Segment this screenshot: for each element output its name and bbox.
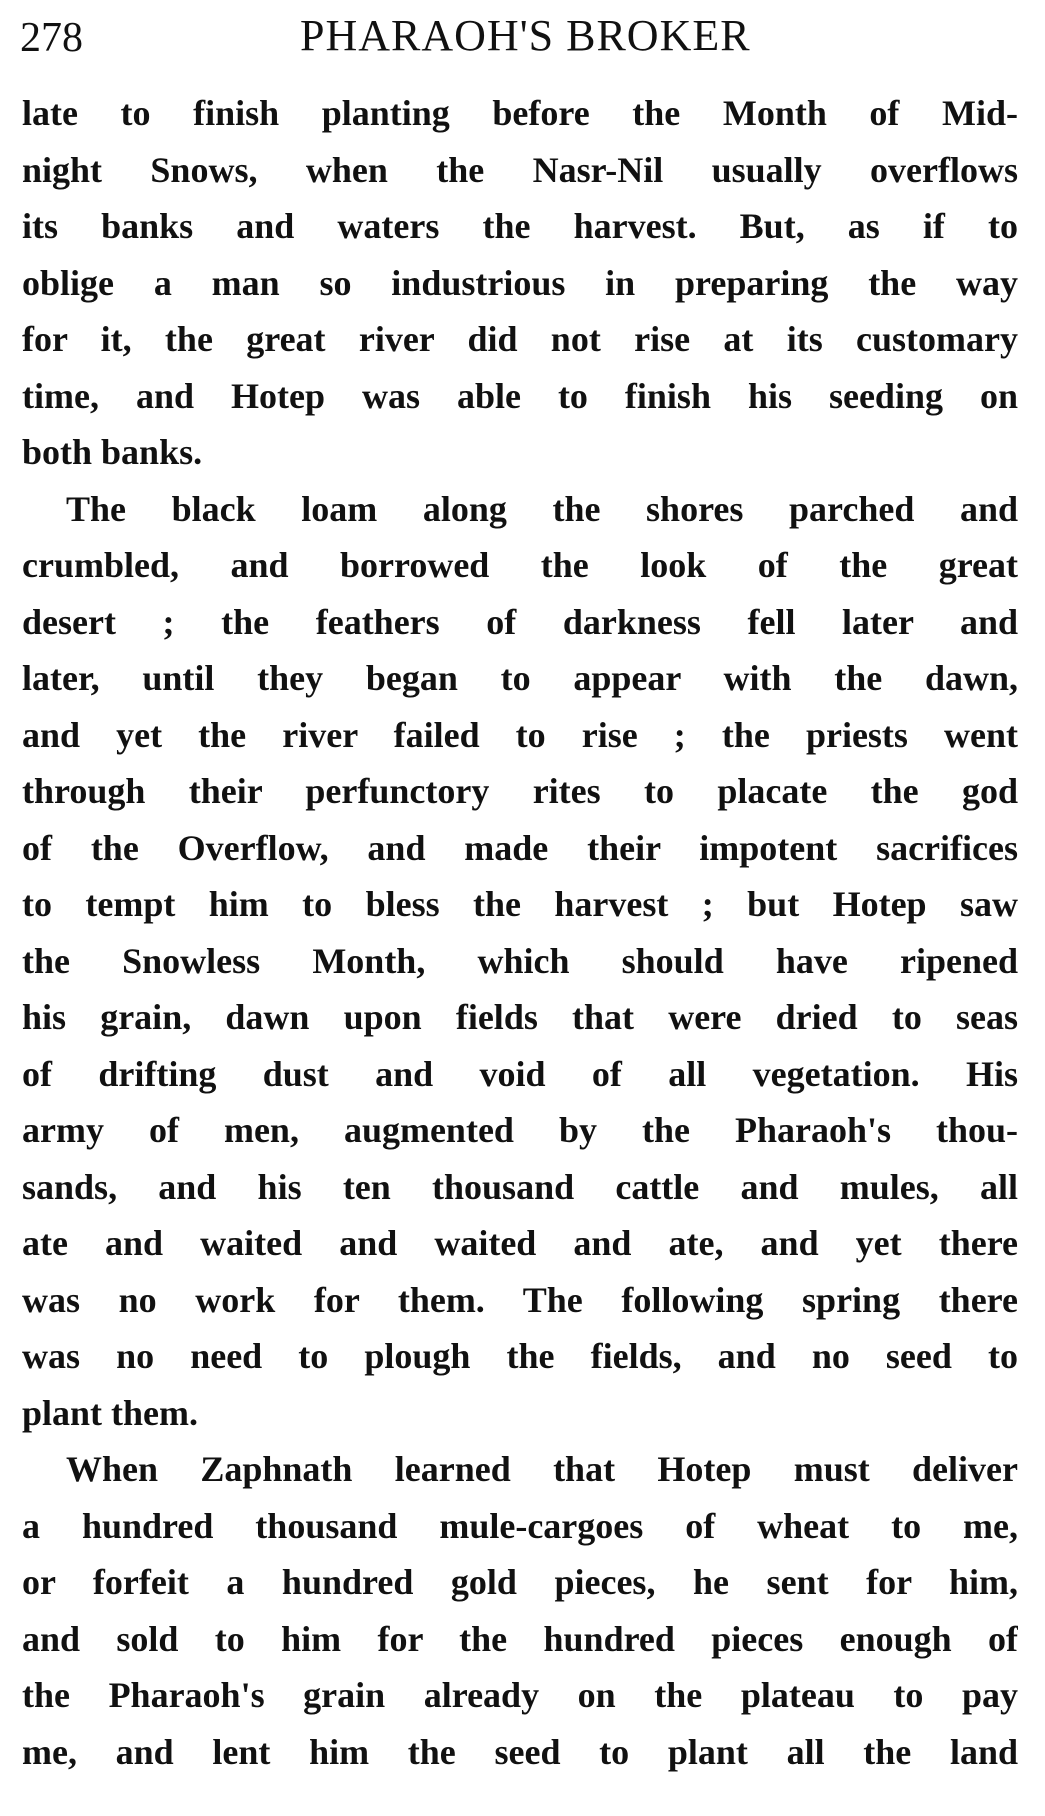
page-number: 278: [20, 15, 83, 61]
paragraph: [22, 1441, 1018, 1780]
text-line: time, and Hotep was able to finish his seeding on: [22, 375, 1018, 416]
text-line: me, and lent him the seed to plant all the land: [22, 1731, 1018, 1772]
text-line: late to finish planting before the Month of Mid-: [22, 93, 1018, 133]
text-line: his grain, dawn upon fields that were dried to seas: [22, 997, 1018, 1037]
text-line: both banks.: [22, 432, 203, 472]
text-line: sands, and his ten thousand cattle and mules, all: [22, 1166, 1018, 1207]
text-line: through their perfunctory rites to placate the god: [22, 771, 1018, 811]
paragraph: [22, 481, 1018, 1442]
page-header: [20, 8, 1015, 68]
text-line: to tempt him to bless the harvest ; but Hotep saw: [22, 884, 1018, 924]
text-line: army of men, augmented by the Pharaoh's thou-: [22, 1110, 1018, 1150]
text-line: desert ; the feathers of darkness fell later and: [22, 601, 1018, 642]
text-line: later, until they began to appear with the dawn,: [22, 658, 1018, 698]
text-line: of the Overflow, and made their impotent sacrifices: [22, 827, 1018, 868]
text-line: or forfeit a hundred gold pieces, he sent for him,: [22, 1562, 1018, 1602]
text-line: When Zaphnath learned that Hotep must deliver: [66, 1449, 1018, 1489]
text-line: the Snowless Month, which should have ripened: [22, 940, 1018, 981]
text-line: was no need to plough the fields, and no seed to: [22, 1336, 1018, 1376]
text-line: for it, the great river did not rise at its customary: [22, 319, 1018, 359]
text-line: the Pharaoh's grain already on the plateau to pay: [22, 1675, 1018, 1715]
text-line: and yet the river failed to rise ; the priests went: [22, 714, 1018, 755]
text-line: crumbled, and borrowed the look of the great: [22, 545, 1018, 585]
text-line: plant them.: [22, 1392, 199, 1433]
running-title: PHARAOH'S BROKER: [300, 11, 751, 60]
body-text: [22, 85, 1018, 1780]
text-line: its banks and waters the harvest. But, as if to: [22, 206, 1018, 246]
paragraph: [22, 85, 1018, 481]
text-line: and sold to him for the hundred pieces enough of: [22, 1618, 1018, 1659]
text-line: oblige a man so industrious in preparing the way: [22, 262, 1018, 303]
text-line: night Snows, when the Nasr-Nil usually overflows: [22, 149, 1018, 190]
text-line: of drifting dust and void of all vegetation. His: [22, 1053, 1018, 1094]
text-line: ate and waited and waited and ate, and yet there: [22, 1223, 1018, 1263]
text-line: was no work for them. The following spring there: [22, 1279, 1018, 1320]
text-line: The black loam along the shores parched and: [66, 488, 1018, 529]
text-line: a hundred thousand mule-cargoes of wheat to me,: [22, 1505, 1018, 1546]
